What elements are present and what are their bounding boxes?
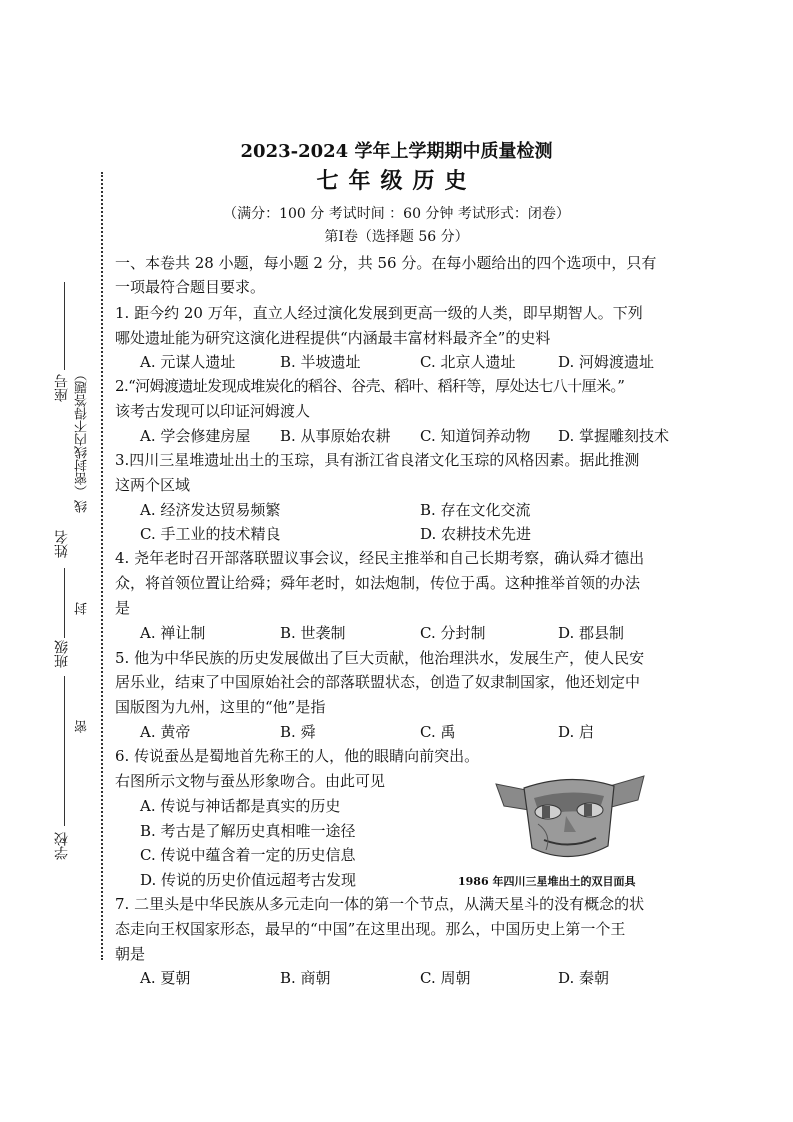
seal-mi-mark: 密: [75, 720, 90, 733]
question-6-option-d[interactable]: D. 传说的历史价值远超考古发现: [140, 871, 357, 889]
exam-title: 2023-2024 学年上学期期中质量检测: [240, 141, 553, 162]
question-3-option-a[interactable]: A. 经济发达贸易频繁: [140, 501, 281, 519]
question-3-line-1: 3.四川三星堆遗址出土的玉琮，具有浙江省良渚文化玉琮的风格因素。据此推测: [115, 451, 640, 469]
question-1-line-1: 1. 距今约 20 万年，直立人经过演化发展到更高一级的人类，即早期智人。下列: [115, 304, 643, 322]
question-7-line-1: 7. 二里头是中华民族从多元走向一体的第一个节点，从满天星斗的没有概念的状: [115, 895, 645, 913]
bronze-mask-figure: [486, 754, 654, 869]
question-5-line-1: 5. 他为中华民族的历史发展做出了巨大贡献，他治理洪水，发展生产，使人民安: [115, 649, 645, 667]
question-2-option-d[interactable]: D. 掌握雕刻技术: [558, 427, 670, 445]
question-6-option-c[interactable]: C. 传说中蕴含着一定的历史信息: [140, 846, 356, 864]
question-4-line-2: 众，将首领位置让给舜；舜年老时，如法炮制，传位于禹。这种推举首领的办法: [115, 574, 641, 592]
subject-title: 七年级历史: [316, 168, 477, 194]
question-7-line-3: 朝是: [115, 945, 146, 963]
question-2-line-1: 2.“河姆渡遗址发现成堆炭化的稻谷、谷壳、稻叶、稻秆等，厚处达七八十厘米。”: [115, 377, 625, 395]
figure-caption: 1986 年四川三星堆出土的双目面具: [458, 875, 636, 888]
question-4-option-d[interactable]: D. 郡县制: [558, 624, 625, 642]
question-3-option-c[interactable]: C. 手工业的技术精良: [140, 525, 281, 543]
question-2-line-2: 该考古发现可以印证河姆渡人: [115, 402, 311, 420]
question-1-option-a[interactable]: A. 元谋人遗址: [140, 353, 236, 371]
seat-underline: [64, 282, 65, 370]
question-4-line-3: 是: [115, 599, 131, 617]
question-4-option-a[interactable]: A. 禅让制: [140, 624, 206, 642]
question-5-option-a[interactable]: A. 黄帝: [140, 723, 191, 741]
question-2-option-b[interactable]: B. 从事原始农耕: [280, 427, 391, 445]
question-1-option-d[interactable]: D. 河姆渡遗址: [558, 353, 655, 371]
question-7-option-c[interactable]: C. 周朝: [420, 969, 471, 987]
question-4-option-c[interactable]: C. 分封制: [420, 624, 486, 642]
question-5-line-3: 国版图为九州，这里的“他”是指: [115, 698, 326, 716]
question-4-option-b[interactable]: B. 世袭制: [280, 624, 346, 642]
question-1-option-c[interactable]: C. 北京人遗址: [420, 353, 516, 371]
name-underline: [64, 568, 65, 638]
question-3-line-2: 这两个区域: [115, 476, 191, 494]
instruction-line-2: 一项最符合题目要求。: [115, 278, 266, 296]
question-5-option-d[interactable]: D. 启: [558, 723, 595, 741]
seal-note: （密封线内不得答题）: [75, 368, 90, 498]
question-3-option-b[interactable]: B. 存在文化交流: [420, 501, 531, 519]
seal-feng-mark: 封: [75, 602, 90, 615]
class-label: 班级: [54, 640, 70, 668]
question-7-option-d[interactable]: D. 秦朝: [558, 969, 610, 987]
question-7-option-b[interactable]: B. 商朝: [280, 969, 331, 987]
question-2-option-c[interactable]: C. 知道饲养动物: [420, 427, 531, 445]
question-6-line-1: 6. 传说蚕丛是蜀地首先称王的人，他的眼睛向前突出。: [115, 747, 480, 765]
name-label: 姓名: [54, 530, 70, 558]
instruction-line-1: 一、本卷共 28 小题，每小题 2 分，共 56 分。在每小题给出的四个选项中，只有: [115, 254, 657, 272]
mask-right-pupil: [584, 804, 592, 816]
question-6-option-b[interactable]: B. 考古是了解历史真相唯一途径: [140, 822, 356, 840]
mask-left-pupil: [542, 806, 550, 818]
question-6-option-a[interactable]: A. 传说与神话都是真实的历史: [140, 797, 341, 815]
school-label: 学校: [54, 832, 70, 860]
binding-dotted-line: [101, 172, 103, 960]
seat-label: 座号: [54, 374, 70, 402]
question-1-line-2: 哪处遗址能为研究这演化进程提供“内涵最丰富材料最齐全”的史料: [115, 329, 551, 347]
question-6-line-2: 右图所示文物与蚕丛形象吻合。由此可见: [115, 772, 386, 790]
question-7-line-2: 态走向王权国家形态，最早的“中国”在这里出现。那么，中国历史上第一个王: [115, 920, 626, 938]
section-header: 第Ⅰ卷（选择题 56 分）: [324, 229, 469, 245]
question-1-option-b[interactable]: B. 半坡遗址: [280, 353, 361, 371]
question-7-option-a[interactable]: A. 夏朝: [140, 969, 191, 987]
question-5-option-b[interactable]: B. 舜: [280, 723, 316, 741]
question-2-option-a[interactable]: A. 学会修建房屋: [140, 427, 251, 445]
question-5-option-c[interactable]: C. 禹: [420, 723, 456, 741]
question-4-line-1: 4. 尧年老时召开部落联盟议事会议，经民主推举和自己长期考察，确认舜才德出: [115, 549, 645, 567]
seal-line-mark: 线: [75, 500, 90, 513]
question-3-option-d[interactable]: D. 农耕技术先进: [420, 525, 532, 543]
class-underline: [64, 676, 65, 826]
question-5-line-2: 居乐业，结束了中国原始社会的部落联盟状态，创造了奴隶制国家，他还划定中: [115, 673, 641, 691]
exam-info: （满分：100 分 考试时间 ：60 分钟 考试形式：闭卷）: [223, 206, 570, 222]
